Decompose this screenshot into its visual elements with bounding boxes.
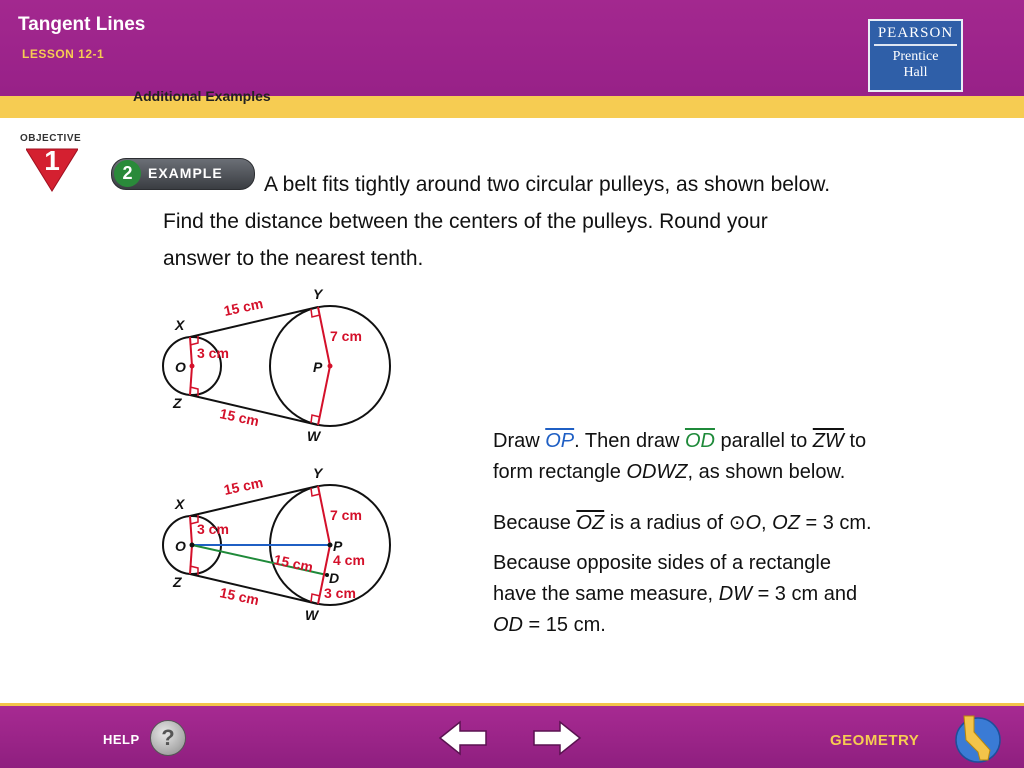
forward-arrow-icon[interactable]	[532, 720, 582, 756]
header-banner	[0, 0, 1024, 118]
example-number: 2	[114, 160, 141, 187]
explanation-p3-line2	[493, 579, 1003, 610]
dw-label: DW	[718, 583, 753, 605]
problem-line-1	[163, 166, 963, 203]
label-y: Y	[313, 465, 323, 481]
text-oz-value: = 3 cm.	[799, 512, 872, 534]
text-draw: Draw	[493, 430, 546, 452]
section-label: Additional Examples	[133, 88, 271, 104]
label-p: P	[313, 359, 323, 375]
bottom-belt-measure: 15 cm	[218, 584, 261, 609]
top-belt-measure: 15 cm	[222, 474, 265, 498]
od-measure: 15 cm	[272, 551, 315, 576]
bottom-belt-measure: 15 cm	[218, 405, 261, 430]
label-z: Z	[173, 395, 182, 411]
label-z: Z	[173, 574, 182, 590]
circle-o-label: O	[745, 512, 762, 534]
pd-measure: 4 cm	[333, 552, 365, 568]
explanation-p3-line3	[493, 610, 1003, 641]
help-label[interactable]: HELP	[103, 732, 140, 747]
large-radius-top	[318, 486, 330, 545]
footer-bar	[0, 706, 1024, 768]
back-arrow-icon[interactable]	[438, 720, 488, 756]
label-w: W	[307, 428, 321, 444]
od-label: OD	[493, 614, 523, 636]
example-label: EXAMPLE	[148, 165, 223, 181]
small-radius-measure: 3 cm	[197, 345, 229, 361]
large-radius-measure: 7 cm	[330, 507, 362, 523]
help-button[interactable]: ?	[150, 720, 186, 756]
objective-label: OBJECTIVE	[20, 133, 82, 144]
segment-od-label: $\overline{OD}$	[684, 430, 715, 452]
segment-op-label: $\overline{OP}$	[545, 430, 575, 452]
explanation-p1-line1	[493, 426, 1003, 457]
explanation-p2	[493, 508, 1003, 539]
objective-badge	[20, 133, 92, 195]
label-x: X	[175, 317, 185, 333]
circle-symbol-icon: ⊙	[728, 512, 746, 534]
text-then: . Then draw	[574, 430, 685, 452]
label-w: W	[305, 607, 319, 623]
center-p-dot	[328, 364, 333, 369]
label-o: O	[175, 359, 186, 375]
pulley-figure-1	[155, 283, 405, 448]
oz-label: OZ	[772, 512, 800, 534]
logo-divider	[874, 44, 957, 46]
text-shown: , as shown below.	[687, 461, 846, 483]
segment-zw-label: $\overline{ZW}$	[812, 430, 844, 452]
problem-line-2: Find the distance between the centers of the pulleys. Round your	[163, 210, 768, 233]
lesson-title: Tangent Lines	[18, 14, 146, 35]
california-globe-icon	[952, 710, 1004, 766]
problem-text-1: A belt fits tightly around two circular pulleys, as shown below.	[264, 173, 831, 196]
segment-oz-label: $\overline{OZ}$	[576, 512, 605, 534]
label-y: Y	[313, 286, 323, 302]
small-radius-line-2	[190, 366, 192, 395]
lesson-number: LESSON 12-1	[22, 47, 105, 61]
text-comma: ,	[761, 512, 773, 534]
label-d: D	[329, 570, 340, 586]
label-o: O	[175, 538, 186, 554]
rectangle-label: ODWZ	[626, 461, 688, 483]
small-radius-line	[190, 516, 192, 545]
logo-line3: Hall	[903, 65, 928, 80]
explanation-p3	[493, 548, 1003, 641]
small-radius-line	[190, 337, 192, 366]
text-radius: is a radius of	[604, 512, 729, 534]
small-radius-measure: 3 cm	[197, 521, 229, 537]
large-radius-top	[318, 307, 330, 366]
text-to: to	[843, 430, 867, 452]
label-p: P	[333, 538, 343, 554]
center-p-dot	[328, 543, 333, 548]
pulley-figure-2	[155, 462, 405, 632]
pearson-logo	[868, 19, 963, 92]
explanation-p3-line1: Because opposite sides of a rectangle	[493, 552, 831, 574]
dw-measure: 3 cm	[324, 585, 356, 601]
text-od-value: = 15 cm.	[523, 614, 606, 636]
text-dw-value: = 3 cm and	[752, 583, 858, 605]
objective-number: 1	[44, 145, 60, 176]
text-form: form rectangle	[493, 461, 627, 483]
text-because: Because	[493, 512, 577, 534]
course-label: GEOMETRY	[830, 732, 920, 749]
text-same-measure: have the same measure,	[493, 583, 719, 605]
label-x: X	[175, 496, 185, 512]
logo-line2: Prentice	[892, 49, 939, 64]
text-parallel: parallel to	[714, 430, 813, 452]
large-radius-measure: 7 cm	[330, 328, 362, 344]
center-o-dot	[190, 543, 195, 548]
small-radius-line-2	[190, 545, 192, 574]
problem-line-3: answer to the nearest tenth.	[163, 247, 424, 270]
problem-statement	[163, 166, 963, 277]
explanation-p1-line2	[493, 457, 1003, 488]
explanation-p1	[493, 426, 1003, 488]
logo-line1: PEARSON	[877, 25, 954, 41]
center-o-dot	[190, 364, 195, 369]
top-belt-measure: 15 cm	[222, 295, 265, 319]
